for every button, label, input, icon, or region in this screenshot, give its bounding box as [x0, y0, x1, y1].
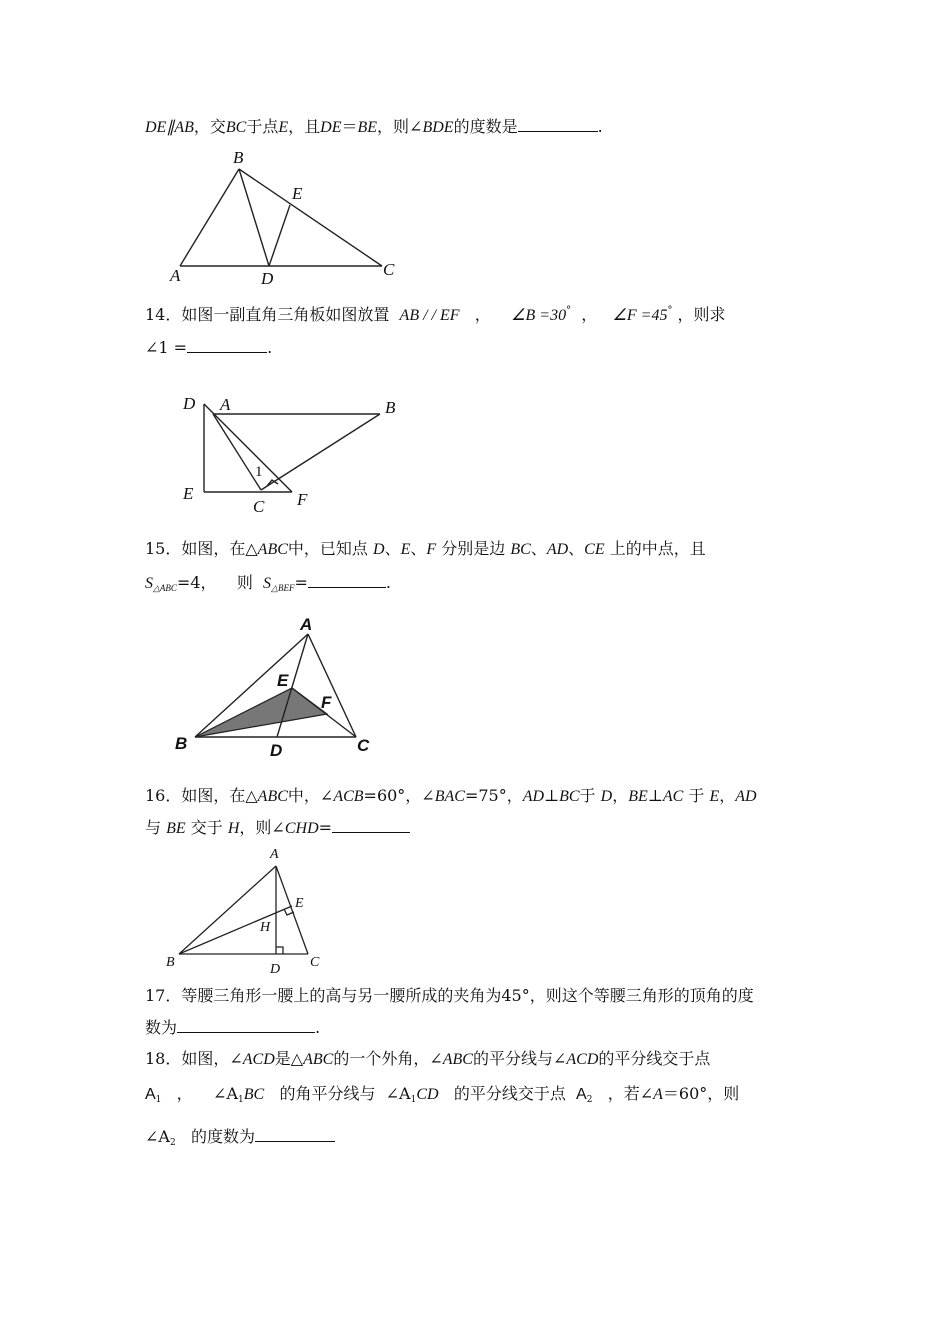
q17-text-line1	[145, 985, 754, 1007]
q15-label-B: B	[175, 734, 188, 753]
q15-t2: ABC	[257, 541, 288, 558]
q14-t4: ∠B =30	[511, 307, 567, 324]
q13-label-C: C	[383, 260, 395, 279]
q14-t8: °	[667, 305, 673, 316]
q18-t11: 1	[155, 1095, 162, 1105]
q13-t9: DE	[320, 119, 342, 136]
q14-label-F: F	[297, 490, 308, 509]
q18-t6: ABC	[442, 1051, 473, 1068]
q16-seg-AB	[179, 866, 276, 954]
q14-t1: 14．如图一副直角三角板如图放置	[145, 305, 390, 324]
q13-t1: DE	[145, 119, 167, 136]
q16-label-E: E	[295, 896, 304, 911]
q15-t14: CE	[584, 541, 605, 558]
q13-t5: BC	[225, 119, 247, 136]
q15-t22: =	[294, 573, 308, 592]
q16-label-D: D	[270, 962, 281, 977]
q15-t3: 中，已知点	[287, 539, 368, 558]
q16-t22: BE	[166, 820, 186, 837]
q14-label-1: 1	[255, 464, 263, 480]
q18-t10: A	[145, 1086, 156, 1103]
q16-t12: D	[600, 788, 613, 805]
q14-t6: ，	[581, 305, 598, 324]
q15-label-F: F	[321, 693, 332, 712]
q18-t3: 是△	[274, 1049, 304, 1068]
q14-label-C: C	[253, 497, 265, 516]
q13-t7: E	[278, 119, 289, 136]
q15-label-E: E	[277, 671, 289, 690]
q16-t3: 中，∠	[287, 786, 334, 805]
q16-t2: ABC	[257, 788, 288, 805]
q14-t10: ∠1 =	[145, 338, 188, 357]
q17-t3: .	[315, 1018, 321, 1037]
q16-t8: AD	[522, 788, 545, 805]
q16-t19: ，	[719, 786, 736, 805]
q14-t7: ∠F =45	[612, 307, 668, 324]
q13-t12: ，则∠	[377, 117, 423, 136]
q13-t10: ＝	[341, 117, 358, 136]
q16-t27: =	[318, 818, 333, 837]
q16-t6: BAC	[434, 788, 465, 805]
q18-t26: ∠A	[145, 1127, 170, 1146]
q17-text-line2	[145, 1016, 320, 1039]
q18-t7: 的平分线与∠	[472, 1049, 567, 1068]
q15-t7: 、	[410, 539, 427, 558]
q18-t1: 18．如图，∠	[145, 1049, 243, 1068]
q15-t19: 则	[236, 573, 253, 592]
q14-label-B: B	[385, 398, 396, 417]
q18-t19: CD	[416, 1086, 439, 1103]
q16-t21: 与	[145, 818, 162, 837]
q15-t6: E	[400, 541, 411, 558]
q15-t4: D	[373, 541, 385, 558]
q13-t6: 于点	[246, 117, 279, 136]
q16-t9: ⊥	[544, 786, 560, 805]
q13-t3: AB	[174, 119, 194, 136]
q16-label-H: H	[260, 920, 271, 935]
q18-t2: ACD	[242, 1051, 275, 1068]
q13-t13: BDE	[422, 119, 454, 136]
q13-t14: 的度数是	[453, 117, 518, 136]
q14-t9: ，则求	[677, 305, 726, 324]
q16-t14: BE	[628, 788, 648, 805]
q14-t3: ，	[474, 305, 491, 324]
q18-t8: ACD	[566, 1051, 599, 1068]
q16-t5: =60°，∠	[363, 786, 435, 805]
q16-t11: 于	[579, 786, 596, 805]
q18-t12: ，	[176, 1084, 193, 1103]
q16-t13: ，	[612, 786, 629, 805]
q18-t20: 的平分线交于点	[453, 1084, 566, 1103]
q18-t9: 的平分线交于点	[598, 1049, 711, 1068]
q15-t5: 、	[384, 539, 401, 558]
q15-label-D: D	[270, 741, 283, 760]
q15-t21: △BEF	[271, 583, 295, 593]
q16-t17: 于	[688, 786, 705, 805]
q15-label-A: A	[300, 615, 313, 634]
q14-t2: AB / / EF	[399, 307, 460, 324]
q18-t18: 1	[410, 1095, 417, 1105]
q18-t23: ，若∠	[607, 1084, 654, 1103]
q13-label-D: D	[261, 269, 274, 288]
q18-t5: 的一个外角，∠	[333, 1049, 443, 1068]
q15-t13: 、	[568, 539, 585, 558]
q16-t26: CHD	[284, 820, 319, 837]
q15-t8: F	[426, 541, 437, 558]
q18-t24: A	[653, 1086, 663, 1103]
q17-answer-blank[interactable]	[177, 1016, 315, 1033]
q16-seg-BE	[179, 906, 292, 954]
q15-t17: △ABC	[153, 583, 177, 593]
q18-t14: 1	[238, 1095, 244, 1105]
q16-t20: AD	[735, 788, 757, 805]
q13-label-A: A	[170, 266, 181, 285]
q16-right-angle-D	[276, 947, 283, 954]
q16-t16: AC	[662, 788, 684, 805]
q16-t7: =75°，	[464, 786, 523, 805]
q13-t8: ，且	[288, 117, 321, 136]
q18-t27: 2	[169, 1138, 176, 1148]
q15-t11: 、	[530, 539, 547, 558]
q16-t15: ⊥	[647, 786, 663, 805]
q14-t11: .	[267, 338, 273, 357]
q13-t2: ∥	[166, 119, 175, 136]
q18-t28: 的度数为	[190, 1127, 255, 1146]
q15-t9: 分别是边	[441, 539, 506, 558]
q16-label-A: A	[270, 847, 279, 862]
q17-t1: 17．等腰三角形一腰上的高与另一腰所成的夹角为45°，则这个等腰三角形的顶角的度	[145, 986, 754, 1005]
q13-t15: .	[597, 117, 603, 136]
q14-label-A: A	[220, 395, 231, 414]
q16-t24: H	[227, 820, 240, 837]
q18-t25: ＝60°，则	[662, 1084, 740, 1103]
q13-label-B: B	[233, 148, 244, 167]
q18-t15: BC	[243, 1086, 265, 1103]
q18-text-line2	[145, 1083, 739, 1111]
q15-t16: S	[145, 575, 153, 592]
q16-label-C: C	[310, 955, 320, 970]
q18-t17: ∠A	[385, 1084, 411, 1103]
q14-label-E: E	[183, 484, 194, 503]
q17-t2: 数为	[145, 1018, 178, 1037]
q18-answer-blank[interactable]	[255, 1125, 335, 1142]
q15-t1: 15．如图，在△	[145, 539, 258, 558]
q18-t21: A	[576, 1086, 587, 1103]
q13-t11: BE	[357, 119, 378, 136]
q18-t4: ABC	[303, 1051, 334, 1068]
q14-t5: °	[566, 305, 572, 316]
q13-t4: ，交	[193, 117, 226, 136]
q15-t15: 上的中点，且	[609, 539, 706, 558]
q15-t18: =4，	[176, 573, 217, 592]
q16-t25: ，则∠	[239, 818, 285, 837]
q16-t1: 16．如图，在△	[145, 786, 258, 805]
q18-text-line3	[145, 1125, 335, 1154]
q13-label-E: E	[292, 184, 303, 203]
q16-t18: E	[709, 788, 720, 805]
q15-t12: AD	[546, 541, 569, 558]
q14-label-D: D	[183, 394, 196, 413]
q16-label-B: B	[166, 955, 175, 970]
q18-text-line1	[145, 1048, 710, 1071]
q16-t10: BC	[559, 788, 580, 805]
q18-t22: 2	[586, 1095, 593, 1105]
q15-t10: BC	[510, 541, 531, 558]
q16-t23: 交于	[190, 818, 223, 837]
q15-label-C: C	[357, 736, 370, 755]
q18-t16: 的角平分线与	[279, 1084, 376, 1103]
q15-t20: S	[263, 575, 272, 592]
q16-t4: ACB	[333, 788, 364, 805]
q18-t13: ∠A	[213, 1084, 238, 1103]
q15-t23: .	[385, 573, 391, 592]
